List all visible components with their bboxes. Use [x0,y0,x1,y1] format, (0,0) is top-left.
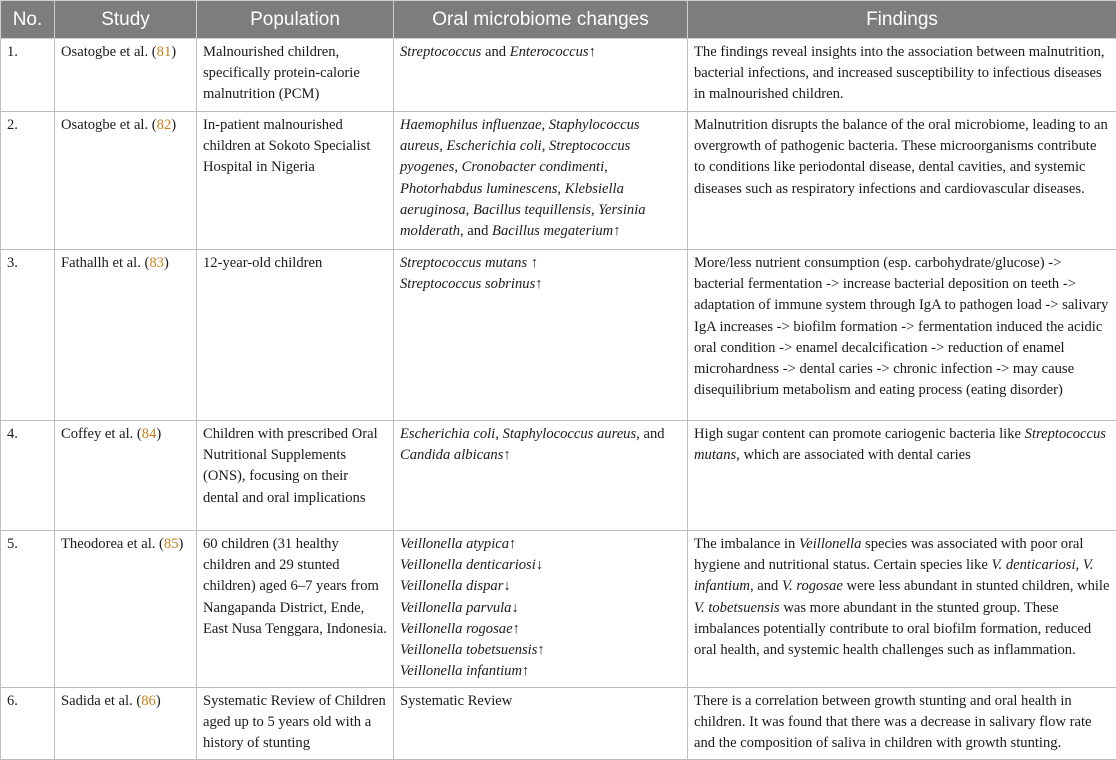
study-author: Osatogbe et al. [61,117,148,133]
cell-oral-microbiome-changes: Streptococcus mutans ↑ Streptococcus sobrinus↑ [394,250,688,421]
cell-study: Coffey et al. (84) [55,421,197,531]
study-author: Fathallh et al. [61,255,141,271]
table-row [1,250,1116,421]
table-body [1,39,1116,760]
cell-oral-microbiome-changes: Systematic Review [394,688,688,760]
header-study: Study [55,1,197,39]
table-row [1,112,1116,250]
cell-population: Children with prescribed Oral Nutritional Supplements (ONS), focusing on their dental and oral implications [197,421,394,531]
cell-no: 2. [1,112,55,250]
cell-population: 12-year-old children [197,250,394,421]
reference-link[interactable]: 83 [149,255,164,271]
header-row [1,1,1116,39]
cell-findings: More/less nutrient consumption (esp. carbohydrate/glucose) -> bacterial fermentation -> increase bacterial deposition on teeth -> adaptation of immune system through IgA to pathogen load -> salivary IgA increases -> biofilm formation -> fermentation induced the acidic oral condition -> enamel decalcification -> reduction of enamel microhardness -> dental caries -> chronic infection -> may cause disequilibrium metabolism and eating process (eating disorder) [688,250,1116,421]
table-row [1,531,1116,688]
study-author: Osatogbe et al. [61,44,148,60]
table-row [1,421,1116,531]
study-author: Coffey et al. [61,426,133,442]
study-author: Theodorea et al. [61,536,155,552]
table-row [1,39,1116,112]
reference-link[interactable]: 81 [157,44,172,60]
cell-study: Sadida et al. (86) [55,688,197,760]
cell-oral-microbiome-changes: Streptococcus and Enterococcus↑ [394,39,688,112]
header-findings: Findings [688,1,1116,39]
cell-study: Osatogbe et al. (82) [55,112,197,250]
cell-oral-microbiome-changes: Escherichia coli, Staphylococcus aureus, and Candida albicans↑ [394,421,688,531]
cell-population: In-patient malnourished children at Sokoto Specialist Hospital in Nigeria [197,112,394,250]
reference-link[interactable]: 84 [142,426,157,442]
cell-findings: Malnutrition disrupts the balance of the oral microbiome, leading to an overgrowth of pathogenic bacteria. These microorganisms contribute to conditions like periodontal disease, dental cavities, and systemic diseases such as respiratory infections and cardiovascular diseases. [688,112,1116,250]
header-population: Population [197,1,394,39]
cell-study: Osatogbe et al. (81) [55,39,197,112]
reference-link[interactable]: 82 [157,117,172,133]
header-oral-microbiome-changes: Oral microbiome changes [394,1,688,39]
cell-population: Malnourished children, specifically protein-calorie malnutrition (PCM) [197,39,394,112]
cell-findings: High sugar content can promote cariogenic bacteria like Streptococcus mutans, which are associated with dental caries [688,421,1116,531]
cell-study: Theodorea et al. (85) [55,531,197,688]
cell-findings: The imbalance in Veillonella species was associated with poor oral hygiene and nutritional status. Certain species like V. denticariosi, V. infantium, and V. rogosae were less abundant in stunted children, while V. tobetsuensis was more abundant in the stunted group. These imbalances potentially contribute to oral biofilm formation, reduced oral health, and systemic health challenges such as inflammation. [688,531,1116,688]
cell-oral-microbiome-changes: Veillonella atypica↑ Veillonella denticariosi↓ Veillonella dispar↓ Veillonella parvula↓ Veillonella rogosae↑ Veillonella tobetsuensis↑ Veillonella infantium↑ [394,531,688,688]
cell-no: 4. [1,421,55,531]
cell-no: 5. [1,531,55,688]
cell-study: Fathallh et al. (83) [55,250,197,421]
cell-findings: There is a correlation between growth stunting and oral health in children. It was found that there was a decrease in salivary flow rate and the composition of saliva in children with growth stunting. [688,688,1116,760]
cell-no: 3. [1,250,55,421]
reference-link[interactable]: 86 [141,693,156,709]
cell-findings: The findings reveal insights into the association between malnutrition, bacterial infections, and increased susceptibility to infectious diseases in malnourished children. [688,39,1116,112]
table-row [1,688,1116,760]
header-no: No. [1,1,55,39]
reference-link[interactable]: 85 [164,536,179,552]
cell-population: Systematic Review of Children aged up to 5 years old with a history of stunting [197,688,394,760]
cell-no: 1. [1,39,55,112]
cell-oral-microbiome-changes: Haemophilus influenzae, Staphylococcus aureus, Escherichia coli, Streptococcus pyogenes, Cronobacter condimenti, Photorhabdus luminescens, Klebsiella aeruginosa, Bacillus tequillensis, Yersinia molderath, and Bacillus megaterium↑ [394,112,688,250]
cell-no: 6. [1,688,55,760]
study-author: Sadida et al. [61,693,133,709]
cell-population: 60 children (31 healthy children and 29 stunted children) aged 6–7 years from Nangapanda District, Ende, East Nusa Tenggara, Indonesia. [197,531,394,688]
